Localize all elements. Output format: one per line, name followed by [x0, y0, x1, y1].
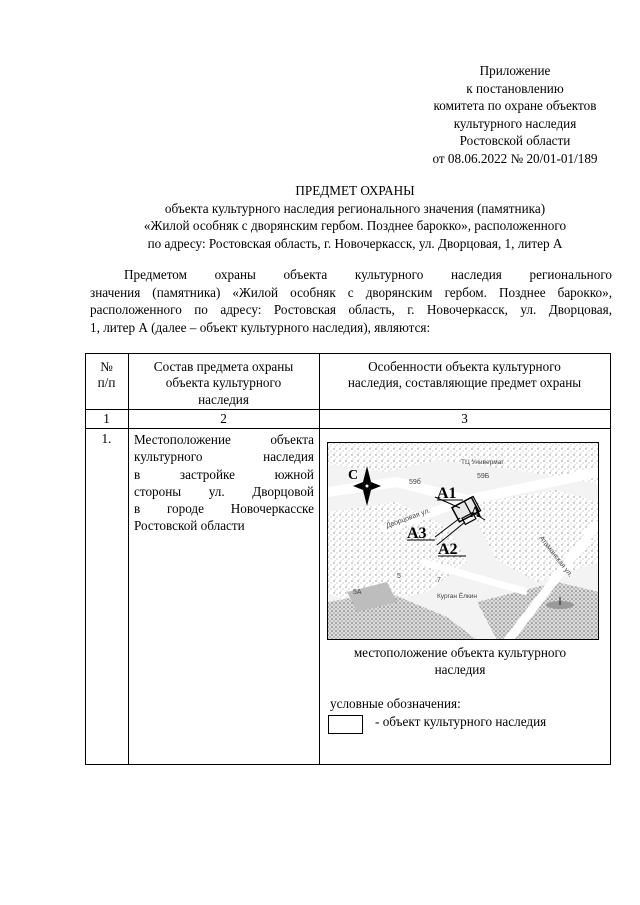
- intro-line: 1, литер А (далее – объект культурного наследия), являются:: [90, 319, 431, 335]
- header-text: п/п: [97, 375, 116, 391]
- column-number-text: 2: [220, 411, 227, 426]
- map-caption: [320, 644, 600, 678]
- map-label-a3: А3: [407, 525, 427, 542]
- table-border-top: [85, 353, 611, 354]
- map-street-label: Дворцовая ул.: [385, 507, 432, 530]
- map-house-number: 5: [397, 573, 401, 580]
- compass-north-label: С: [348, 468, 359, 483]
- document-title-line: «Жилой особняк с дворянским гербом. Позднее барокко», расположенного: [143, 218, 567, 234]
- header-text: наследия: [198, 391, 249, 407]
- table-header-divider: [85, 409, 611, 410]
- composition-line: в городе Новочеркасске: [134, 501, 314, 517]
- table-header-composition: [128, 359, 319, 408]
- composition-line: Местоположение объекта: [134, 432, 314, 447]
- composition-line: Ростовской области: [134, 518, 245, 534]
- annex-header-line: к постановлению: [466, 80, 564, 96]
- intro-paragraph: [90, 266, 612, 336]
- map-label-a2: А2: [438, 541, 458, 558]
- protection-subject-table: [85, 353, 611, 765]
- document-title-line: по адресу: Ростовская область, г. Новочеркасск, ул. Дворцовая, 1, литер А: [147, 235, 563, 251]
- map-caption-line: наследия: [434, 662, 486, 677]
- legend-swatch: [328, 715, 363, 734]
- header-text: Состав предмета охраны: [153, 359, 294, 374]
- map-house-number: 7: [437, 577, 441, 584]
- annex-header-line: Приложение: [479, 63, 551, 78]
- table-numbering-divider: [85, 428, 611, 429]
- header-text: объекта культурного: [165, 375, 282, 391]
- table-border-bottom: [85, 764, 611, 765]
- annex-header-line: комитета по охране объектов: [433, 98, 597, 114]
- map-house-number: 59Б: [477, 473, 490, 480]
- row-composition-text: [134, 431, 314, 535]
- map-poi-label: Курган Ёлкин: [437, 593, 478, 600]
- legend-title: условные обозначения:: [330, 696, 461, 711]
- header-text: Особенности объекта культурного: [368, 359, 561, 374]
- map-label-a: А: [470, 504, 482, 521]
- map-poi-label: ТЦ Универмаг: [461, 459, 504, 466]
- location-map: [327, 442, 599, 640]
- location-map-svg: [327, 442, 599, 640]
- header-text: №: [100, 359, 113, 374]
- intro-line: Предметом охраны объекта культурного наследия регионального: [124, 267, 612, 282]
- map-label-a1: А1: [437, 485, 457, 502]
- composition-line: культурного наследия: [134, 449, 314, 465]
- annex-header-date-number: от 08.06.2022 № 20/01-01/189: [432, 150, 598, 166]
- map-house-number: 59б: [409, 479, 421, 486]
- column-number-1: [85, 411, 128, 427]
- document-title-line: объекта культурного наследия регионального значения (памятника): [164, 200, 546, 216]
- column-number-text: 3: [461, 411, 468, 426]
- row-number-text: 1.: [101, 431, 112, 446]
- annex-header-line: культурного наследия: [453, 115, 577, 131]
- composition-line: стороны ул. Дворцовой: [134, 483, 314, 499]
- composition-line: в застройке южной: [134, 466, 314, 482]
- intro-line: значения (памятника) «Жилой особняк с дворянским гербом. Позднее барокко»,: [90, 284, 612, 300]
- table-border-right: [610, 353, 611, 765]
- document-heading: ПРЕДМЕТ ОХРАНЫ: [295, 183, 415, 198]
- column-number-3: [319, 411, 610, 427]
- row-number: [85, 431, 128, 447]
- annex-header-line: Ростовской области: [459, 133, 571, 149]
- column-number-2: [128, 411, 319, 427]
- intro-line: расположенного по адресу: Ростовская область, г. Новочеркасск, ул. Дворцовая,: [90, 302, 612, 318]
- document-title: [90, 182, 620, 252]
- column-number-text: 1: [103, 411, 110, 426]
- legend-item-text: - объект культурного наследия: [375, 714, 547, 729]
- table-header-number: [85, 359, 128, 392]
- map-street-label: Атаманская ул.: [537, 534, 574, 579]
- map-house-number: 5А: [353, 589, 362, 596]
- header-text: наследия, составляющие предмет охраны: [347, 375, 582, 391]
- annex-header: [395, 62, 635, 168]
- map-caption-line: местоположение объекта культурного: [353, 645, 567, 660]
- table-header-features: [319, 359, 610, 392]
